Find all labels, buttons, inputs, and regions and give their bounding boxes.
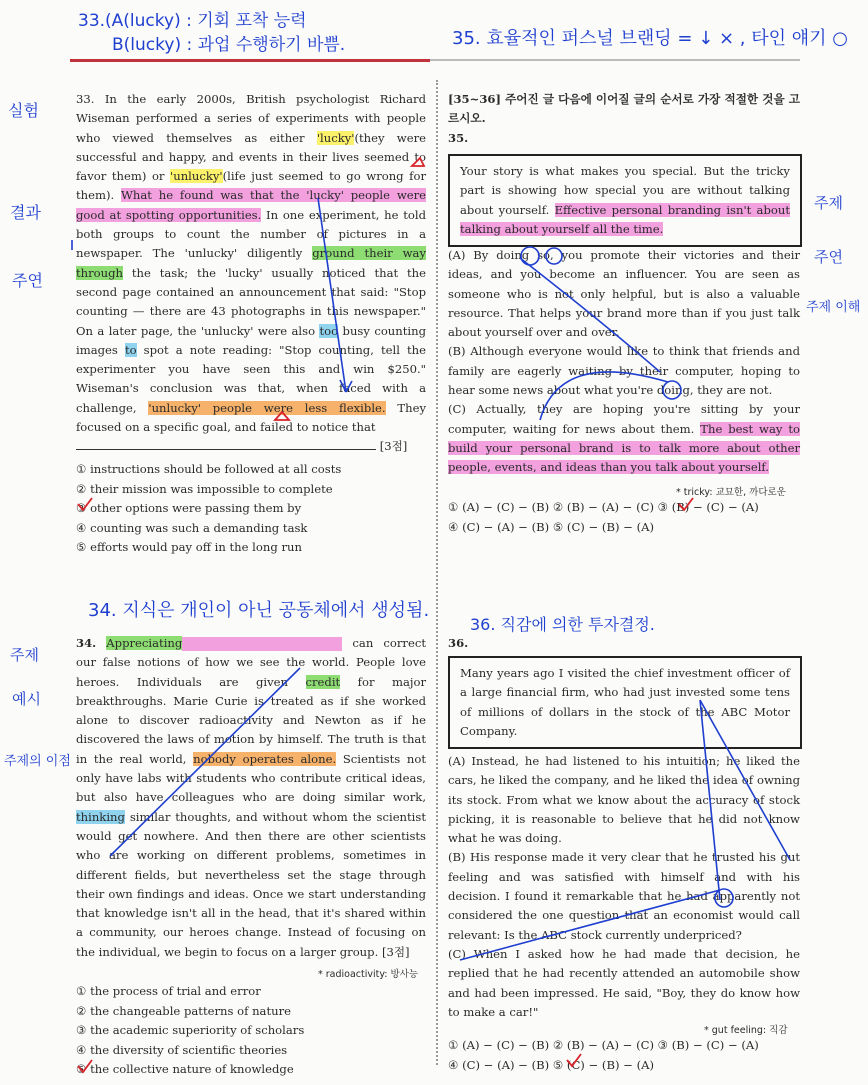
word-lucky: 'lucky' [316,130,355,145]
q34-passage: 34. Appreciating can correct our false notions of how we see the world. People love heroes. Individuals are given credit for major breakthroughs. Marie Curie is treated as if she worked alone to discover radioactivity and Newton as if he discovered the laws of motion by himself. The truth is that in the real world, nobody operates alone. Scientists not only have labs with students who contribute critical ideas, but also have colleagues who are doing similar work, thinking similar thoughts, and without whom the scientist would get nowhere. And then there are other scientists who are working on different problems, sometimes in different fields, but nevertheless set the stage through their own findings and ideas. Once we start understanding that knowledge isn't all in the head, that it's shared within a community, our heroes change. Instead of focusing on the individual, we begin to focus on a larger group. [3점] [76,636,426,959]
note-33-line2: B(lucky) : 과업 수행하기 바쁨. [112,35,346,55]
q34-option-2[interactable]: ② the changeable patterns of nature [76,1003,291,1018]
q36-paragraphs [448,752,800,1022]
q33-option-3[interactable]: ③ other options were passing them by [76,501,302,516]
note-36: 36. 직감에 의한 투자결정. [470,615,655,634]
q36-paragraph-c: (C) When I asked how he had made that decision, he replied that he had recently attended an automobile show and had been impressed. He said, "Boy, they do know how to make a car!" [448,946,800,1019]
q35-paragraph-a: (A) By doing so, you promote their victories and their ideas, and you become an influencer. You are seen as someone who is not only helpful, but is also a valuable resource. That helps your brand more than if you just talk about yourself over and over. [448,248,800,340]
margin-note-example: 예시 [12,690,41,708]
q35-instruction: [35~36] 주어진 글 다음에 이어질 글의 순서로 가장 적절한 것을 고르시오. 35. [448,90,800,148]
margin-note-experiment: 실험 [8,101,39,120]
q33-number: 33. [76,92,95,106]
q36-options-row2[interactable]: ④ (C) − (A) − (B) ⑤ (C) − (B) − (A) [448,1057,654,1072]
q33-options [76,460,341,558]
header-rule-left [70,59,430,62]
word-appreciating: Appreciating [106,636,183,650]
margin-note-right-main: 주연 [814,248,843,266]
q33-option-2[interactable]: ② their mission was impossible to complete [76,481,333,496]
q34-option-1[interactable]: ① the process of trial and error [76,984,261,998]
q33-option-4[interactable]: ④ counting was such a demanding task [76,520,308,535]
q33-conclusion: 'unlucky' people were less flexible. [148,400,386,415]
phrase-ground-their-way: ground their way through [76,246,426,280]
margin-note-right-topic: 주제 [814,194,843,212]
q34-option-4[interactable]: ④ the diversity of scientific theories [76,1042,288,1057]
q36-paragraph-b: (B) His response made it very clear that he trusted his gut feeling and was satisfied with himself and with his decision. I found it remarkable that he had apparently not considered the one question that an economist would call relevant: Is the ABC stock currently underpriced? [448,850,800,942]
q36-paragraph-a: (A) Instead, he had listened to his intuition; he liked the cars, he liked the company, and he liked the idea of owning its stock. From what we know about the accuracy of stock picking, it is reasonable to believe that he did not know what he was doing. [448,754,800,846]
margin-note-result: 결과 [10,203,41,222]
q35-options [448,498,759,537]
q34-key-sentence: nobody operates alone. [193,751,337,766]
q34-option-3[interactable]: ③ the academic superiority of scholars [76,1023,305,1038]
q34-number: 34. [76,636,97,650]
note-34: 34. 지식은 개인이 아닌 공동체에서 생성됨. [88,600,430,621]
q35-footnote: * tricky: 교묘한, 까다로운 [676,487,786,498]
margin-note-right-understanding: 주제 이해 [806,300,861,315]
q33-option-5[interactable]: ⑤ efforts would pay off in the long run [76,540,302,555]
q35-options-row2[interactable]: ④ (C) − (A) − (B) ⑤ (C) − (B) − (A) [448,519,654,534]
q33-passage: 33. In the early 2000s, British psychologist Richard Wiseman performed a series of experiments with people who viewed themselves as either 'lucky'(they were successful and happy, and events in their lives seemed to favor them) or 'unlucky'(life just seemed to go wrong for them). What he found was that the 'lucky' people were good at spotting opportunities. In one experiment, he told both groups to count the number of pictures in a newspaper. The 'unlucky' diligently ground their way through the task; the 'lucky' usually noticed that the second page contained an announcement that said: "Stop counting — there are 43 photographs in this newspaper." On a later page, the 'unlucky' were also too busy counting images to spot a note reading: "Stop counting, tell the experimenter you have seen this and win $250." Wiseman's conclusion was that, when faced with a challenge, 'unlucky' people were less flexible. They focused on a specific goal, and failed to notice that [3점] [76,92,427,454]
q36-footnote: * gut feeling: 직감 [704,1025,788,1036]
note-33-line1: 33.(A(lucky) : 기회 포착 능력 [78,11,307,31]
margin-note-main: 주연 [12,271,43,290]
q36-options-row1[interactable]: ① (A) − (C) − (B) ② (B) − (A) − (C) ③ (B) − (C) − (A) [448,1038,759,1052]
q34-options [76,982,304,1080]
margin-note-topic: 주제 [10,646,39,664]
column-divider [436,80,438,1065]
q35-paragraph-c: (C) Actually, they are hoping you're sitting by your computer, waiting for news about them. The best way to build your personal brand is to talk more about other people, events, and ideas than you talk about yourself. [448,402,800,475]
q36-number: 36. [448,636,469,650]
q35-number: 35. [448,130,469,145]
q34-option-5[interactable]: ⑤ the collective nature of knowledge [76,1062,294,1077]
q34-answer-blank [182,637,342,651]
q33-option-1[interactable]: ① instructions should be followed at all costs [76,462,342,476]
margin-note-benefit: 주제의 이점 [4,754,71,769]
q35-given-passage: Your story is what makes you special. But the tricky part is showing how special you are without talking about yourself. Effective personal branding isn't about talking about yourself all the time. [448,154,802,247]
header-rule-right [430,59,800,61]
word-unlucky: 'unlucky' [170,169,223,184]
q36-options [448,1036,759,1075]
q33-answer-blank [76,439,376,450]
q35-options-row1[interactable]: ① (A) − (C) − (B) ② (B) − (A) − (C) ③ (B) − (C) − (A) [448,500,759,514]
q36-given-passage: Many years ago I visited the chief investment officer of a large financial firm, who had just invested some tens of millions of dollars in the stock of the ABC Motor Company. [448,656,802,749]
q33-key-sentence: What he found was that the 'lucky' people were good at spotting opportunities. [76,188,427,222]
note-35: 35. 효율적인 퍼스널 브랜딩 = ↓ × , 타인 얘기 ○ [452,28,848,49]
q35-paragraph-b: (B) Although everyone would like to think that friends and family are eagerly waiting by their computer, hoping to hear some news about what you're doing, they are not. [448,344,800,398]
q34-footnote: * radioactivity: 방사능 [318,969,419,980]
q35-paragraphs [448,246,800,478]
